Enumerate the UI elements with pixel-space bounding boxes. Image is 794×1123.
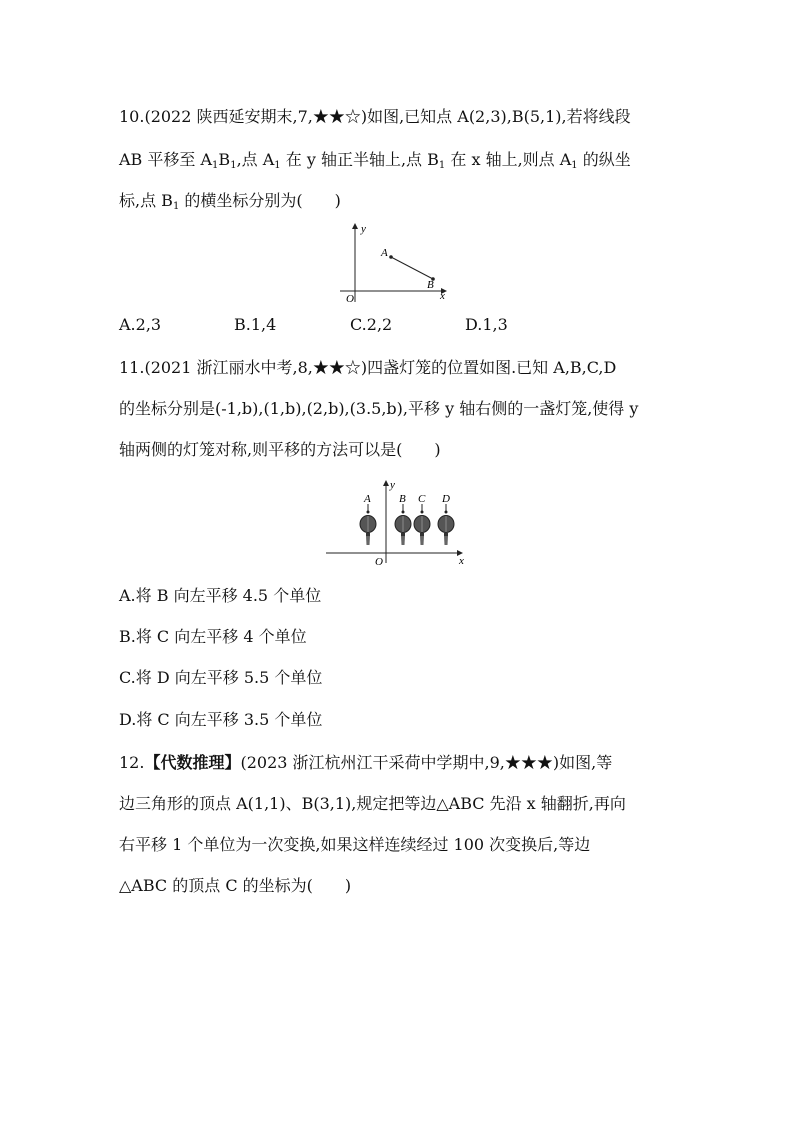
x-label: x — [459, 555, 464, 567]
q10-text: 的纵坐 — [577, 150, 631, 169]
lantern-b-label: B — [399, 493, 406, 505]
subscript: 1 — [571, 160, 578, 171]
q12-text: (2023 浙江杭州江干采荷中学期中,9,★★★)如图,等 — [240, 753, 613, 772]
lantern-d — [438, 493, 454, 545]
lantern-d-label: D — [442, 493, 450, 505]
lantern-b — [395, 493, 411, 545]
segment-ab — [391, 257, 433, 279]
q11-figure — [322, 476, 472, 570]
q10-text: 的横坐标分别为( ) — [179, 191, 341, 210]
q10-text: 在 x 轴上,则点 A — [445, 150, 572, 169]
q10-option-c[interactable]: C.2,2 — [350, 315, 393, 334]
q10-line-2 — [119, 149, 631, 171]
q11-option-b[interactable]: B.将 C 向左平移 4 个单位 — [119, 627, 307, 646]
q11-line-1: 11.(2021 浙江丽水中考,8,★★☆)四盏灯笼的位置如图.已知 A,B,C,D — [119, 358, 617, 377]
origin-label: O — [346, 293, 354, 305]
q11-option-a[interactable]: A.将 B 向左平移 4.5 个单位 — [119, 586, 322, 605]
q12-line-3: 右平移 1 个单位为一次变换,如果这样连续经过 100 次变换后,等边 — [119, 835, 591, 854]
q11-option-d[interactable]: D.将 C 向左平移 3.5 个单位 — [119, 710, 323, 729]
q10-option-b[interactable]: B.1,4 — [234, 315, 277, 334]
q12-line-4: △ABC 的顶点 C 的坐标为( ) — [119, 876, 352, 895]
a-label: A — [381, 247, 388, 259]
q10-text: B — [218, 150, 231, 169]
q10-figure — [330, 218, 460, 308]
q10-option-d[interactable]: D.1,3 — [465, 315, 508, 334]
q10-line-3 — [119, 190, 341, 212]
b-label: B — [427, 279, 434, 291]
subscript: 1 — [438, 160, 446, 171]
origin-label: O — [375, 556, 383, 568]
subscript: 1 — [172, 201, 180, 212]
y-label: y — [361, 223, 366, 235]
lantern-a-label: A — [364, 493, 371, 505]
q10-text: AB 平移至 A — [119, 150, 213, 169]
q10-text: 在 y 轴正半轴上,点 B — [280, 150, 439, 169]
q11-line-3: 轴两侧的灯笼对称,则平移的方法可以是( ) — [119, 440, 441, 459]
q10-text: ,点 A — [236, 150, 275, 169]
q12-line-2: 边三角形的顶点 A(1,1)、B(3,1),规定把等边△ABC 先沿 x 轴翻折,再向 — [119, 794, 626, 813]
q10-line-1: 10.(2022 陕西延安期末,7,★★☆)如图,已知点 A(2,3),B(5,1),若将线段 — [119, 107, 631, 126]
q10-option-a[interactable]: A.2,3 — [119, 315, 162, 334]
subscript: 1 — [212, 160, 219, 171]
q12-tag: 【代数推理】 — [144, 753, 241, 772]
lantern-a — [360, 493, 376, 545]
q10-text: 标,点 B — [119, 191, 173, 210]
q11-option-c[interactable]: C.将 D 向左平移 5.5 个单位 — [119, 668, 323, 687]
lantern-c-label: C — [418, 493, 426, 505]
q12-line-1 — [119, 752, 612, 774]
lantern-c — [414, 493, 430, 545]
subscript: 1 — [230, 160, 237, 171]
q11-line-2: 的坐标分别是(-1,b),(1,b),(2,b),(3.5,b),平移 y 轴右侧的一盏灯笼,使得 y — [119, 399, 639, 418]
q12-number: 12. — [119, 753, 145, 772]
point-a — [389, 255, 393, 259]
y-label: y — [390, 479, 395, 491]
subscript: 1 — [274, 160, 281, 171]
x-label: x — [440, 290, 445, 302]
